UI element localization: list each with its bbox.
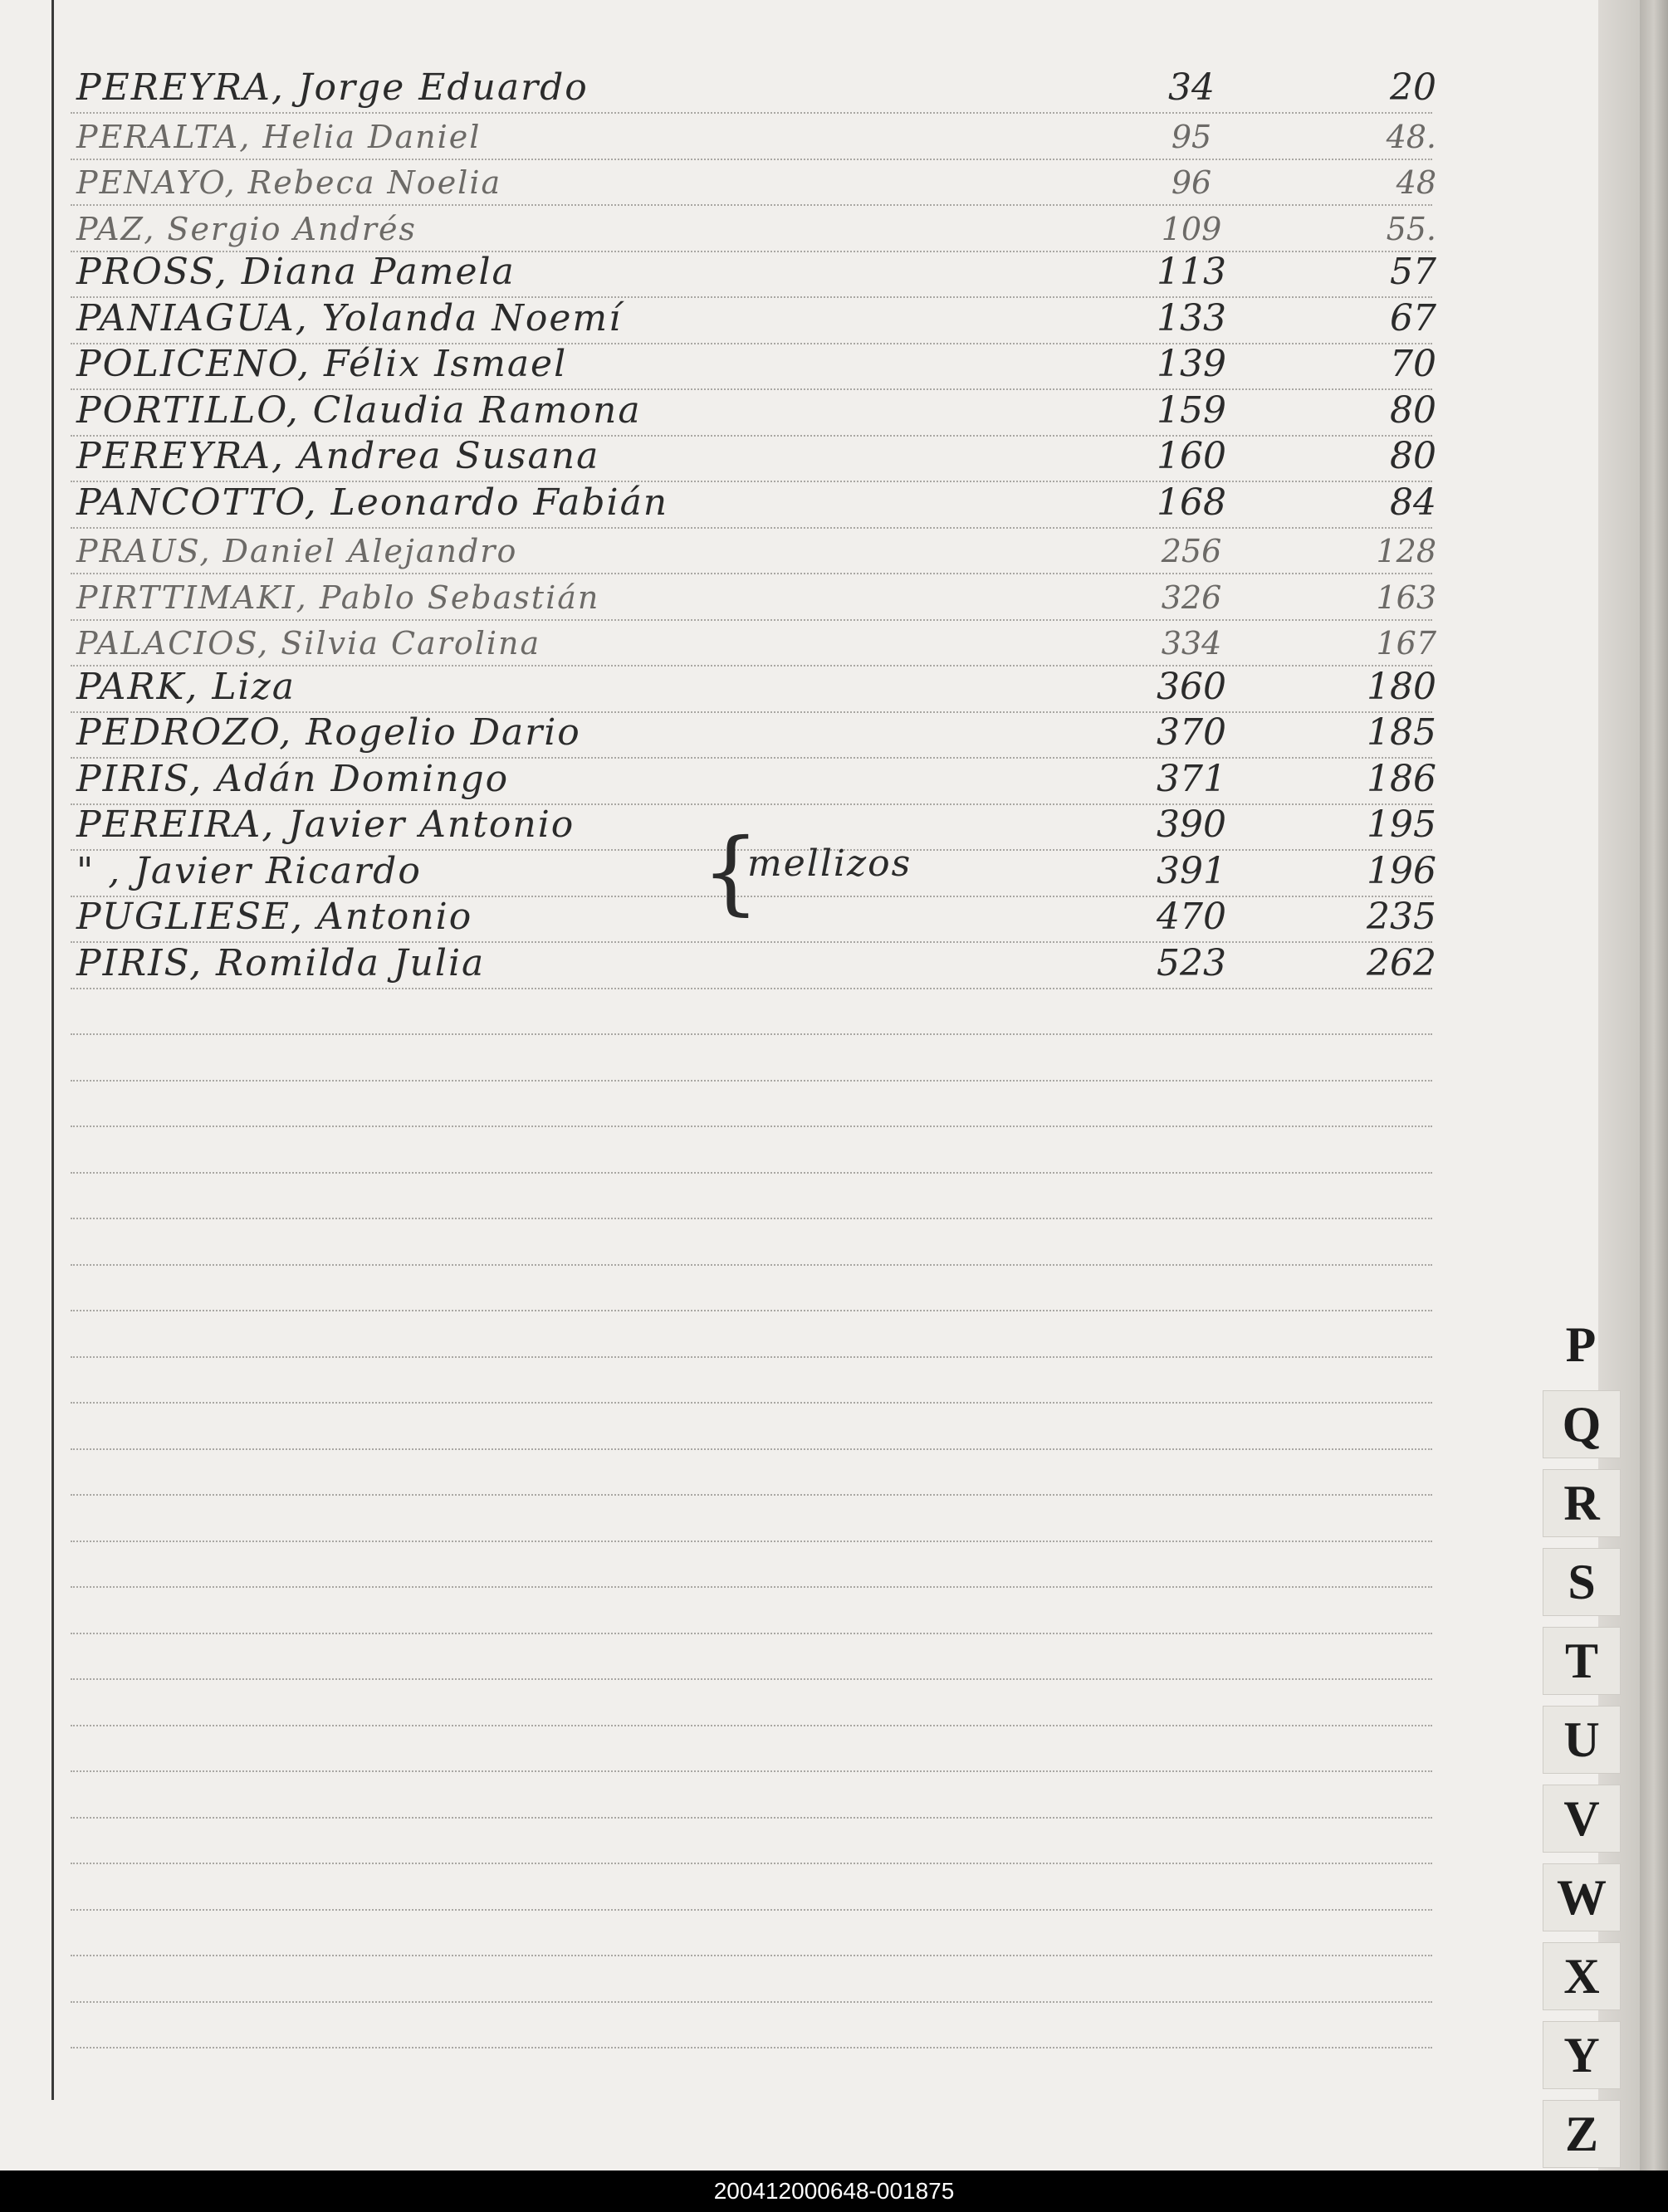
ruled-line [71,1080,1432,1082]
ruled-line [71,2001,1432,2003]
entry-number-2: 57 [1390,251,1436,293]
entry-number-2: 262 [1367,941,1436,984]
entry-name: PEREIRA, Javier Antonio [76,803,575,846]
entry-number-1: 113 [1157,251,1226,293]
ruled-line [71,1633,1432,1634]
ruled-line [71,1725,1432,1726]
list-item [0,205,1461,251]
ruled-line [71,1218,1432,1219]
entry-number-2: 180 [1367,665,1436,708]
ruled-line [71,1541,1432,1542]
tab-letter-r[interactable]: R [1543,1469,1621,1537]
entry-number-1: 96 [1171,164,1212,201]
entry-number-1: 139 [1157,343,1226,385]
tab-letter-v[interactable]: V [1543,1785,1621,1853]
entry-name: PEREYRA, Andrea Susana [76,435,600,477]
entry-name: PANCOTTO, Leonardo Fabián [76,481,669,524]
ruled-line [71,1448,1432,1450]
entry-number-2: 80 [1390,388,1436,432]
binder-spine [1640,0,1668,2170]
ruled-line [71,988,1432,989]
ruled-line [71,1033,1432,1035]
ruled-line [71,1863,1432,1864]
ruled-line [71,1817,1432,1819]
entry-number-2: 185 [1367,711,1436,754]
entry-name: POLICENO, Félix Ismael [76,343,568,385]
entry-number-2: 196 [1367,849,1436,892]
list-item [0,942,1461,988]
tab-letter-x[interactable]: X [1543,1942,1621,2010]
tab-letter-z[interactable]: Z [1543,2100,1621,2168]
entry-number-1: 95 [1171,118,1212,155]
ruled-line [71,1172,1432,1174]
ruled-line [71,1909,1432,1911]
entry-number-2: 67 [1390,296,1436,339]
brace-mark: { [702,818,760,925]
entry-number-2: 84 [1390,481,1436,524]
ruled-line [71,1678,1432,1680]
entry-name: PERALTA, Helia Daniel [76,118,482,155]
entry-name: PANIAGUA, Yolanda Noemí [76,296,623,339]
entry-number-1: 256 [1161,533,1222,569]
tab-letter-s[interactable]: S [1543,1548,1621,1616]
entry-name: PEDROZO, Rogelio Dario [76,711,581,754]
tab-letter-y[interactable]: Y [1543,2021,1621,2089]
tab-letter-w[interactable]: W [1543,1863,1621,1931]
ruled-line [71,1586,1432,1588]
ruled-line [71,1356,1432,1358]
list-item [0,66,1461,112]
entry-number-1: 390 [1157,803,1226,846]
tab-letter-u[interactable]: U [1543,1706,1621,1774]
entry-number-1: 133 [1157,296,1226,339]
tab-letter-q[interactable]: Q [1543,1390,1621,1458]
entry-number-1: 160 [1157,435,1226,477]
entry-name: PROSS, Diana Pamela [76,251,516,293]
entry-number-1: 523 [1157,941,1226,984]
ruled-line [71,1126,1432,1127]
entry-number-2: 186 [1367,757,1436,800]
ruled-line [71,1402,1432,1404]
entry-number-1: 391 [1157,849,1226,892]
list-item [0,159,1461,204]
ruled-line [71,1955,1432,1956]
tab-letter-t[interactable]: T [1543,1627,1621,1695]
entry-number-1: 334 [1161,625,1222,662]
entry-number-1: 370 [1157,711,1226,754]
tab-letter-p[interactable]: P [1565,1317,1597,1372]
entry-number-2: 128 [1376,533,1436,569]
entry-number-1: 371 [1157,757,1226,800]
list-item [0,711,1461,757]
entry-number-1: 360 [1157,665,1226,708]
entry-number-2: 55. [1386,210,1436,247]
entry-number-1: 168 [1157,481,1226,524]
entry-name: PAZ, Sergio Andrés [76,210,417,247]
entry-number-2: 48 [1396,164,1436,201]
entry-number-2: 235 [1367,896,1436,938]
list-item [0,435,1461,481]
entry-name: " , Javier Ricardo [76,849,422,892]
list-item [0,527,1461,573]
list-item [0,481,1461,527]
list-item [0,619,1461,665]
entry-name: PALACIOS, Silvia Carolina [76,625,541,662]
entry-number-2: 70 [1390,343,1436,385]
list-item [0,113,1461,159]
list-item [0,343,1461,388]
entry-name: PUGLIESE, Antonio [76,896,473,938]
list-item [0,574,1461,619]
list-item [0,666,1461,711]
entry-name: PENAYO, Rebeca Noelia [76,164,502,201]
entry-number-1: 109 [1161,210,1222,247]
entry-number-1: 159 [1157,388,1226,432]
entry-number-1: 470 [1157,896,1226,938]
entry-name: PARK, Liza [76,665,296,708]
list-item [0,297,1461,343]
ruled-line [71,1264,1432,1266]
entry-name: PORTILLO, Claudia Ramona [76,388,642,432]
entry-number-1: 34 [1168,66,1215,109]
ruled-line [71,1770,1432,1772]
entry-name: PIRTTIMAKI, Pablo Sebastián [76,579,600,616]
entry-number-2: 20 [1390,66,1436,109]
entry-name: PEREYRA, Jorge Eduardo [76,66,589,109]
entry-number-2: 80 [1390,435,1436,477]
ruled-line [71,1494,1432,1496]
entry-number-2: 195 [1367,803,1436,846]
entry-number-2: 167 [1376,625,1436,662]
list-item [0,389,1461,435]
list-item [0,758,1461,803]
ruled-line [71,1310,1432,1311]
ruled-line [71,2047,1432,2048]
twins-annotation: mellizos [747,842,912,885]
entry-number-2: 48. [1386,118,1436,155]
entry-name: PIRIS, Romilda Julia [76,941,486,984]
entry-number-2: 163 [1376,579,1436,616]
image-id-footer: 200412000648-001875 [0,2170,1668,2212]
entry-name: PRAUS, Daniel Alejandro [76,533,518,569]
entry-name: PIRIS, Adán Domingo [76,757,510,800]
list-item [0,251,1461,296]
entry-number-1: 326 [1161,579,1222,616]
